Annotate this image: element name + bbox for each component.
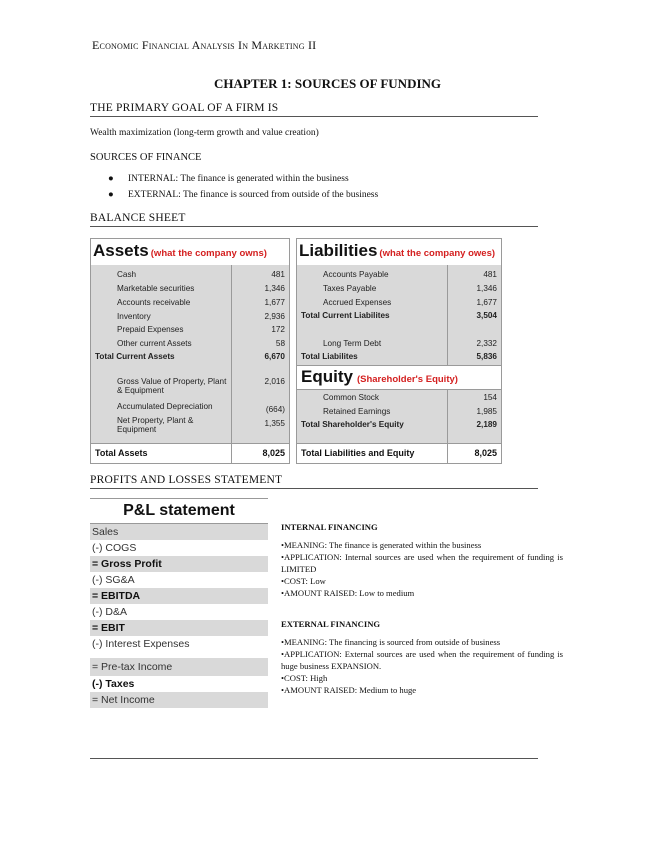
asset-fixed-value: (664): [265, 405, 285, 414]
asset-fixed-value: 2,016: [264, 377, 285, 386]
total-current-liabilities-label: Total Current Liabilites: [301, 311, 390, 320]
equity-subtitle: (Shareholder's Equity): [356, 374, 458, 385]
internal-financing-heading: INTERNAL FINANCING: [281, 522, 378, 532]
pl-row: = Pre-tax Income: [90, 658, 268, 676]
equity-title: [301, 367, 458, 387]
total-liabilities-label: Total Liabilites: [301, 352, 358, 361]
assets-title: [91, 239, 289, 266]
asset-row-label: Cash: [117, 270, 137, 279]
internal-item-text: APPLICATION: Internal sources are used when the requirement of funding is LIMITED: [281, 552, 563, 574]
external-financing-heading: EXTERNAL FINANCING: [281, 619, 381, 629]
asset-row-value: 1,346: [264, 284, 285, 293]
liabilities-equity-table: [296, 238, 502, 464]
chapter-title: CHAPTER 1: SOURCES OF FUNDING: [213, 76, 442, 91]
internal-item: •AMOUNT RAISED: Low to medium: [281, 588, 415, 598]
equity-row-label: Common Stock: [323, 393, 379, 402]
total-liabilities-equity-label: Total Liabilities and Equity: [301, 448, 415, 458]
equity-row-value: 1,985: [476, 407, 497, 416]
liability-row-label: Accounts Payable: [323, 270, 389, 279]
internal-financing: [281, 521, 563, 599]
liability-row-label: Accrued Expenses: [323, 298, 392, 307]
liability-row-label: Taxes Payable: [323, 284, 377, 293]
total-liabilities-equity-value: 8,025: [474, 448, 497, 458]
pl-row: = Net Income: [90, 692, 268, 708]
primary-goal-text: Wealth maximization (long-term growth and value creation): [90, 128, 319, 138]
external-item-text: MEANING: The financing is sourced from outside of business: [284, 637, 501, 647]
pl-title: P&L statement: [90, 498, 268, 524]
pl-row: Sales: [90, 524, 268, 540]
total-assets-value: 8,025: [262, 448, 285, 458]
asset-row-label: Accounts receivable: [117, 298, 191, 307]
internal-item: •MEANING: The finance is generated within the business: [281, 540, 482, 550]
liabilities-title: [297, 239, 501, 266]
asset-row-value: 2,936: [264, 312, 285, 321]
assets-table: [90, 238, 290, 464]
external-item-text: AMOUNT RAISED: Medium to huge: [284, 685, 417, 695]
external-item-text: APPLICATION: External sources are used when the requirement of funding is huge business EXPANSION.: [281, 649, 563, 671]
long-term-debt-label: Long Term Debt: [323, 339, 382, 348]
internal-item: •COST: Low: [281, 576, 326, 586]
asset-row-label: Marketable securities: [117, 284, 195, 293]
pl-row: = EBIT: [90, 620, 268, 636]
liability-row-value: 1,677: [476, 298, 497, 307]
asset-row-value: 1,677: [264, 298, 285, 307]
source-item-internal: ● INTERNAL: The finance is generated within the business: [108, 174, 349, 184]
total-current-liabilities-value: 3,504: [476, 311, 497, 320]
total-equity-label: Total Shareholder's Equity: [301, 420, 404, 429]
pl-row: (-) D&A: [92, 606, 127, 618]
asset-fixed-label: Accumulated Depreciation: [117, 402, 213, 411]
internal-item: •APPLICATION: Internal sources are used when the requirement of funding is LIMITED: [281, 552, 563, 574]
total-current-assets-label: Total Current Assets: [95, 352, 175, 361]
external-item-text: COST: High: [284, 673, 328, 683]
external-item: •COST: High: [281, 673, 328, 683]
balance-sheet-heading: BALANCE SHEET: [90, 212, 538, 227]
liability-row-value: 1,346: [476, 284, 497, 293]
asset-row-value: 58: [275, 339, 285, 348]
pl-row: = EBITDA: [90, 588, 268, 604]
equity-row-value: 154: [483, 393, 497, 402]
total-current-assets-value: 6,670: [264, 352, 285, 361]
source-item-internal-text: INTERNAL: The finance is generated within the business: [128, 174, 349, 184]
internal-item-text: COST: Low: [284, 576, 326, 586]
external-item: •AMOUNT RAISED: Medium to huge: [281, 685, 417, 695]
asset-row-label: Inventory: [117, 312, 151, 321]
liabilities-title-text: Liabilities: [299, 241, 378, 260]
sources-heading: SOURCES OF FINANCE: [90, 152, 202, 163]
liabilities-subtitle: (what the company owes): [379, 248, 496, 259]
internal-item-text: AMOUNT RAISED: Low to medium: [284, 588, 415, 598]
pl-row: = Gross Profit: [90, 556, 268, 572]
internal-item-text: MEANING: The finance is generated within the business: [284, 540, 482, 550]
asset-row-value: 481: [271, 270, 285, 279]
asset-fixed-label: Gross Value of Property, Plant & Equipment: [117, 377, 227, 395]
external-item: •APPLICATION: External sources are used when the requirement of funding is huge business EXPANSION.: [281, 649, 563, 671]
asset-row-label: Other current Assets: [117, 339, 192, 348]
running-header: Economic Financial Analysis In Marketing II: [92, 38, 317, 52]
liability-row-value: 481: [483, 270, 497, 279]
asset-fixed-label: Net Property, Plant & Equipment: [117, 416, 194, 434]
source-item-external-text: EXTERNAL: The finance is sourced from outside of the business: [128, 190, 379, 200]
external-item: •MEANING: The financing is sourced from outside of business: [281, 637, 501, 647]
total-liabilities-value: 5,836: [476, 352, 497, 361]
total-equity-value: 2,189: [476, 420, 497, 429]
long-term-debt-value: 2,332: [476, 339, 497, 348]
pl-row: (-) SG&A: [92, 574, 135, 586]
pl-statement: [90, 498, 268, 708]
assets-subtitle: (what the company owns): [150, 248, 267, 259]
assets-title-text: Assets: [93, 241, 149, 260]
footer-rule: [90, 758, 538, 759]
external-financing: [281, 618, 563, 696]
asset-row-value: 172: [271, 325, 285, 334]
pl-row: (-) Taxes: [92, 678, 135, 690]
total-assets-label: Total Assets: [95, 448, 148, 458]
equity-row-label: Retained Earnings: [323, 407, 391, 416]
pl-heading: PROFITS AND LOSSES STATEMENT: [90, 474, 538, 489]
pl-row: (-) COGS: [92, 542, 137, 554]
equity-title-text: Equity: [301, 367, 353, 386]
source-item-external: ● EXTERNAL: The finance is sourced from outside of the business: [108, 190, 379, 200]
asset-fixed-value: 1,355: [264, 419, 285, 428]
primary-goal-heading: THE PRIMARY GOAL OF A FIRM IS: [90, 102, 538, 117]
asset-row-label: Prepaid Expenses: [117, 325, 184, 334]
pl-row: (-) Interest Expenses: [92, 638, 190, 650]
